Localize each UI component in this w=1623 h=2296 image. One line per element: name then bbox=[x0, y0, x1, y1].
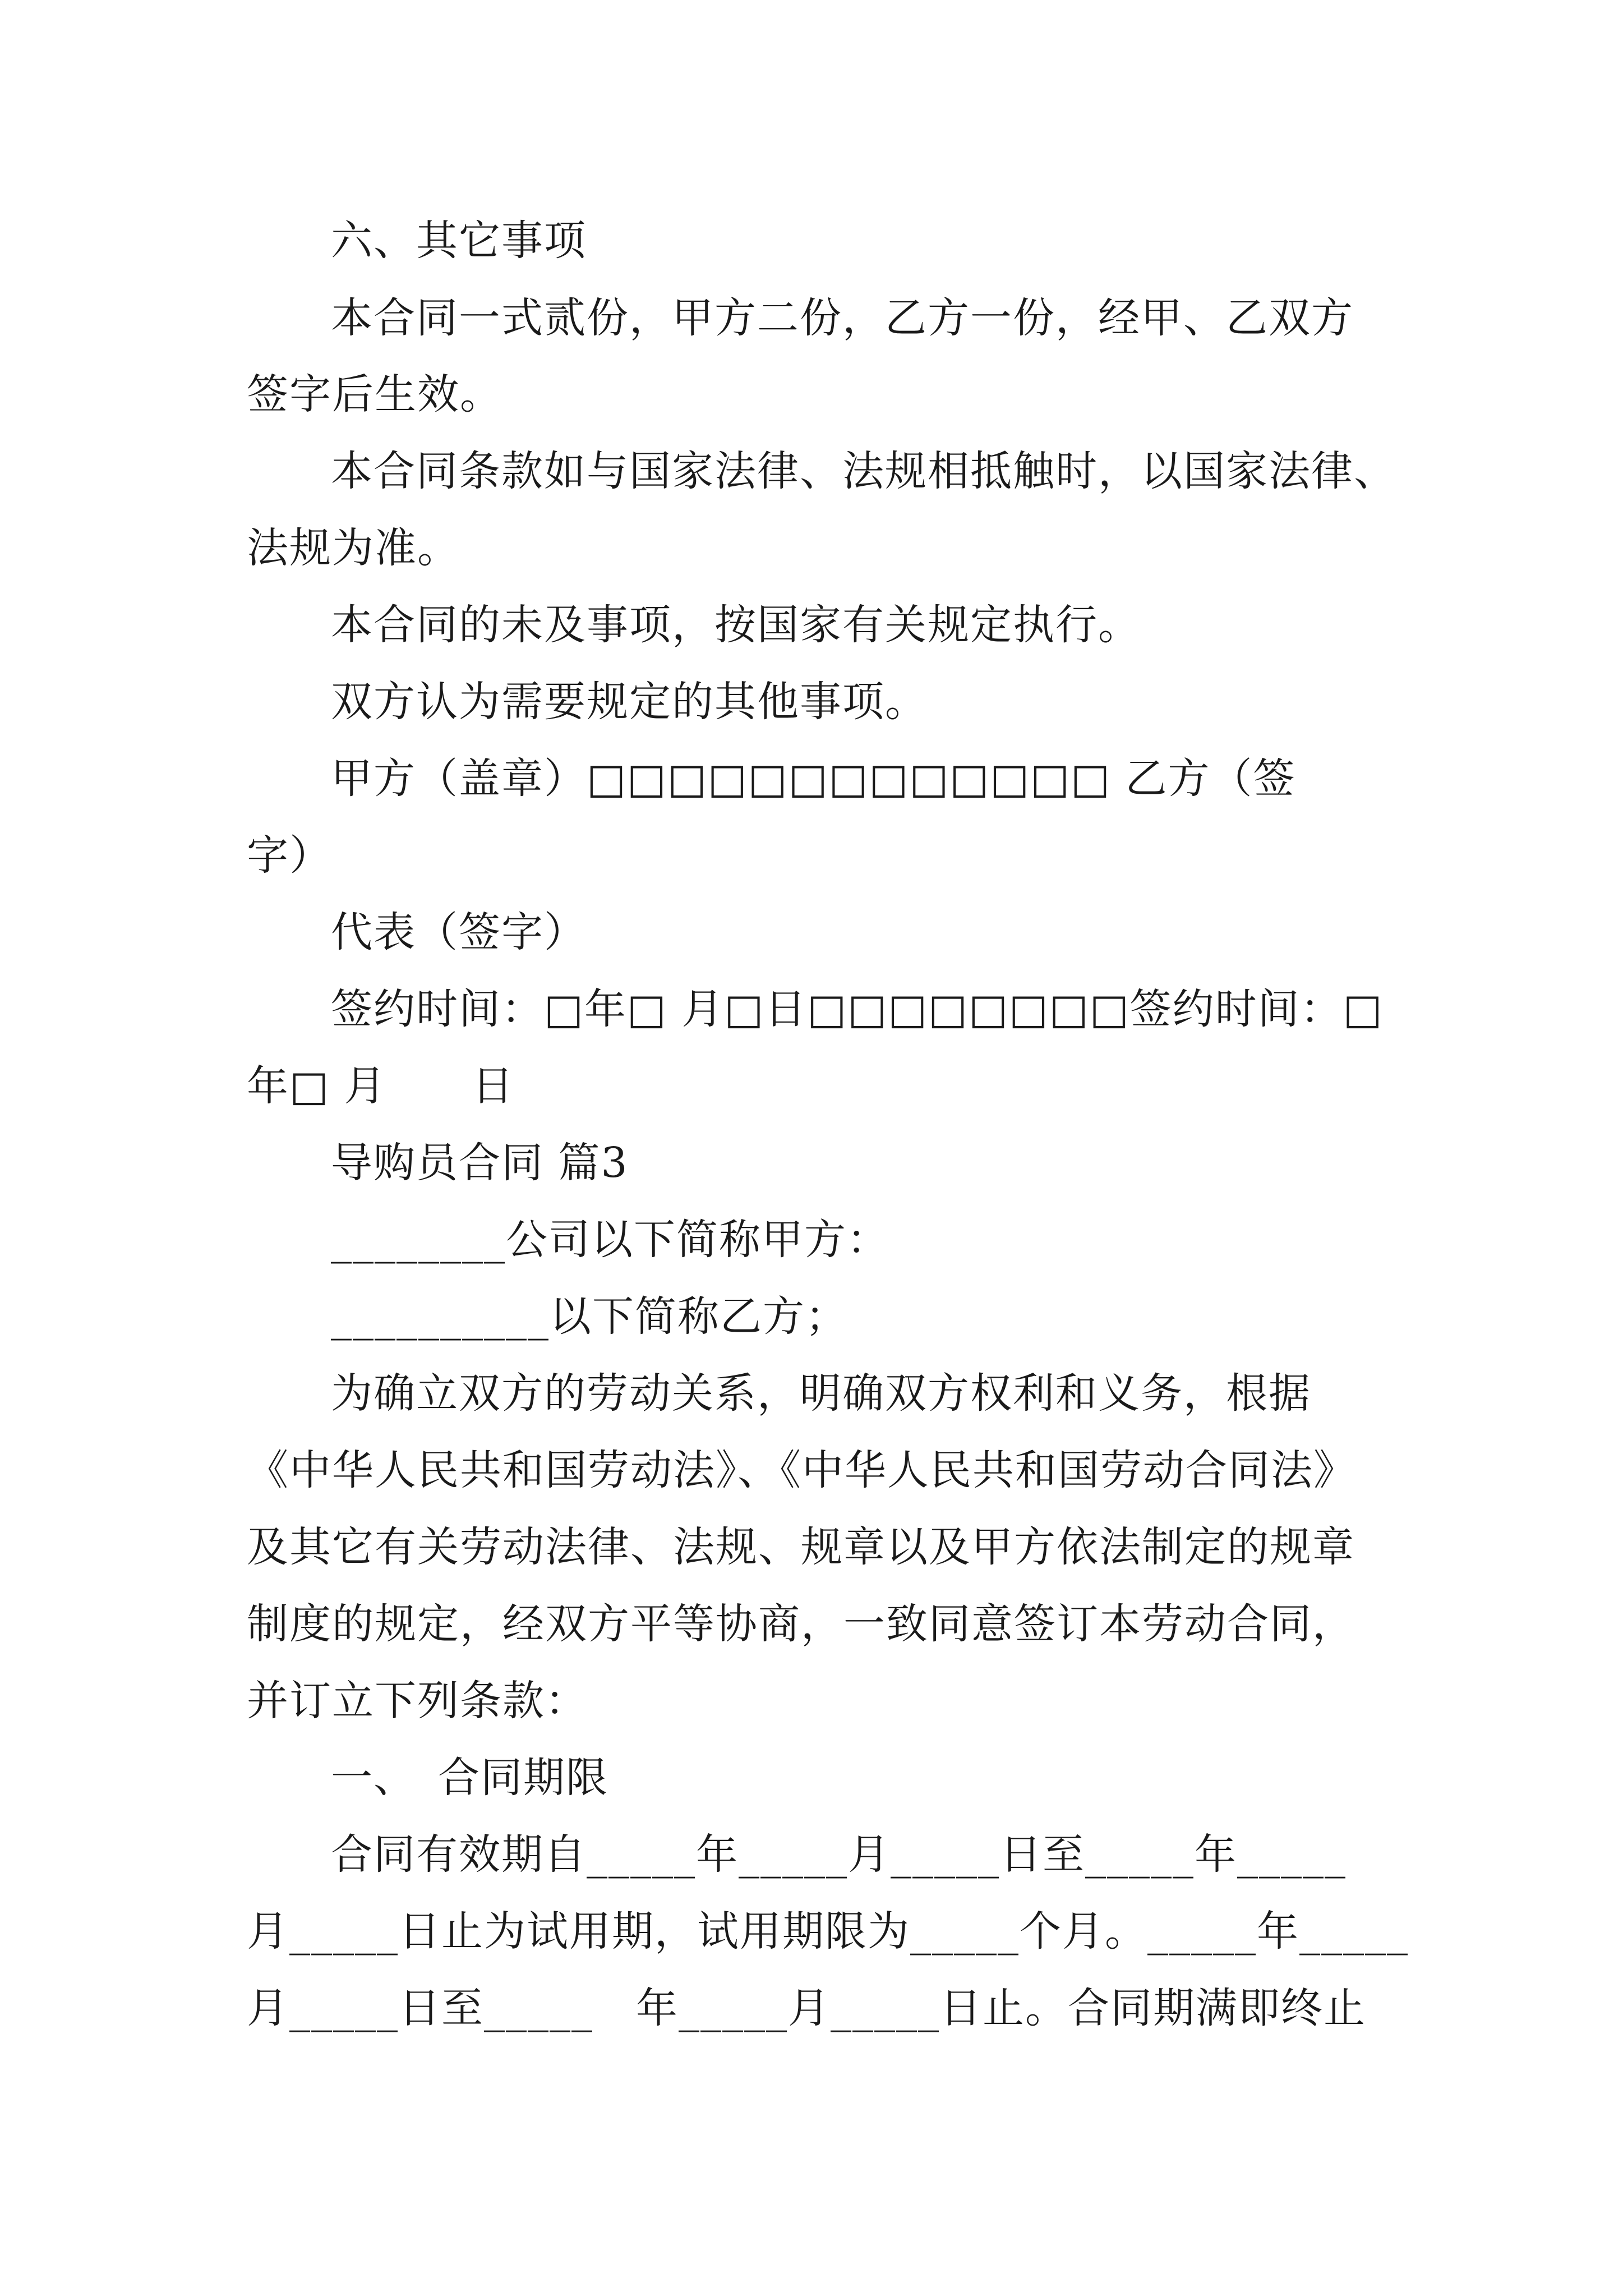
section-heading-contract-term: 一、 合同期限 bbox=[331, 1754, 608, 1802]
section-heading-other-matters: 六、其它事项 bbox=[331, 217, 587, 265]
paragraph-line: 签字后生效。 bbox=[247, 370, 502, 418]
paragraph-line: 制度的规定，经双方平等协商，一致同意签订本劳动合同， bbox=[247, 1600, 1355, 1648]
party-a-line: ________公司以下简称甲方： bbox=[331, 1216, 889, 1264]
paragraph-line: 双方认为需要规定的其他事项。 bbox=[331, 678, 928, 726]
contract-term-line: 月_____日至_____ 年_____月_____日止。合同期满即终止 bbox=[247, 1984, 1366, 2032]
paragraph-line: 本合同条款如与国家法律、法规相抵触时，以国家法律、 bbox=[331, 447, 1396, 495]
signing-date-line-continued: 年□ 月 日 bbox=[247, 1062, 515, 1110]
party-b-line: __________以下简称乙方； bbox=[331, 1292, 848, 1341]
paragraph-line: 为确立双方的劳动关系，明确双方权利和义务，根据 bbox=[331, 1369, 1311, 1418]
contract-title: 导购员合同 篇3 bbox=[331, 1139, 629, 1187]
paragraph-line: 本合同的未及事项，按国家有关规定执行。 bbox=[331, 601, 1141, 649]
paragraph-line: 及其它有关劳动法律、法规、规章以及甲方依法制定的规章 bbox=[247, 1523, 1355, 1571]
paragraph-line: 法规为准。 bbox=[247, 524, 460, 572]
contract-term-line: 月_____日止为试用期，试用期限为_____个月。_____年_____ bbox=[247, 1907, 1409, 1955]
paragraph-line: 《中华人民共和国劳动法》、《中华人民共和国劳动合同法》 bbox=[247, 1446, 1356, 1494]
signature-line-party-a: 甲方（盖章）□□□□□□□□□□□□□ 乙方（签 bbox=[331, 754, 1296, 803]
paragraph-line: 本合同一式贰份，甲方二份，乙方一份，经甲、乙双方 bbox=[331, 294, 1354, 342]
signature-line-continued: 字） bbox=[247, 831, 332, 880]
signature-line-representative: 代表（签字） bbox=[331, 908, 587, 956]
contract-term-line: 合同有效期自_____年_____月_____日至_____年_____ bbox=[331, 1830, 1347, 1879]
paragraph-line: 并订立下列条款： bbox=[247, 1677, 588, 1725]
signing-date-line: 签约时间：□年□ 月□日□□□□□□□□签约时间：□ bbox=[331, 985, 1384, 1033]
